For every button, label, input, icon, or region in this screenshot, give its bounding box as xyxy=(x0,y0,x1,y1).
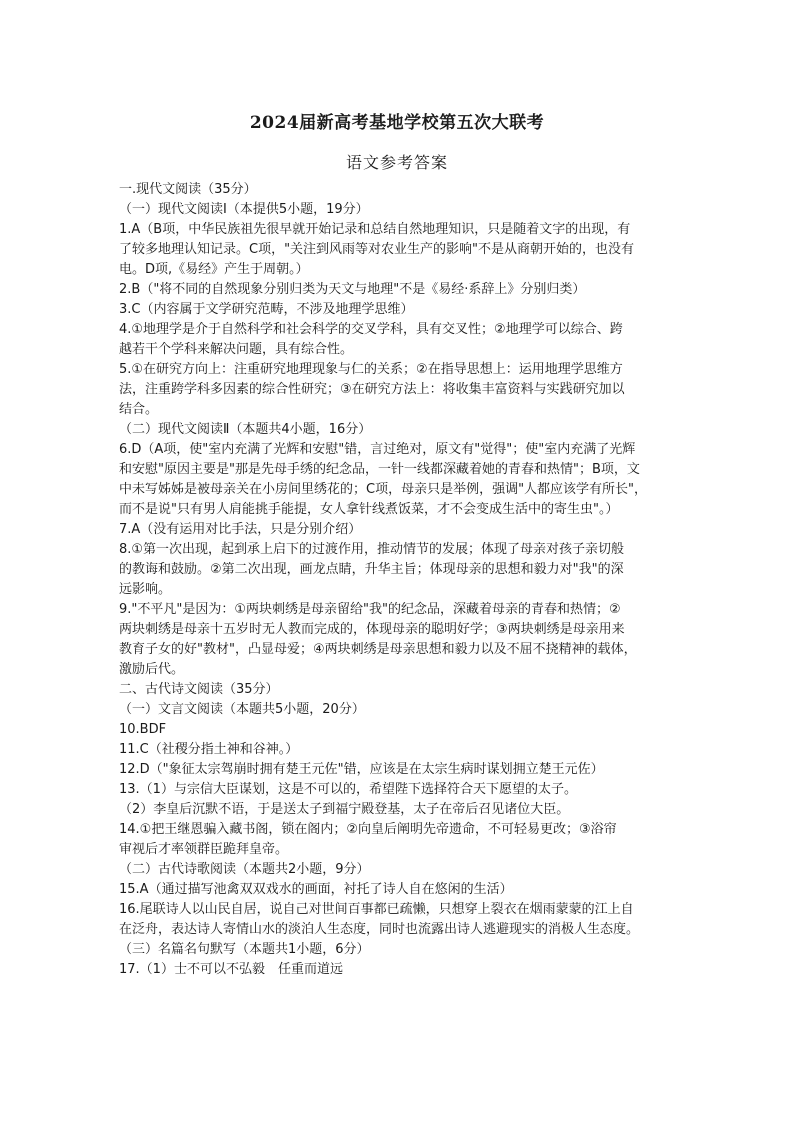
text-line: 13.（1）与宗信大臣谋划，这是不可以的，希望陛下选择符合天下愿望的太子。 xyxy=(119,782,577,797)
text-line: 远影响。 xyxy=(119,582,172,597)
text-line: 了较多地理认知记录。C项，"关注到风雨等对农业生产的影响"不是从商朝开始的，也没有 xyxy=(119,242,635,257)
text-line: 10.BDF xyxy=(119,722,167,737)
text-line: 1.A（B项，中华民族祖先很早就开始记录和总结自然地理知识，只是随着文字的出现，有 xyxy=(119,222,631,237)
answer-content xyxy=(119,180,683,980)
text-line: （2）李皇后沉默不语，于是送太子到福宁殿登基，太子在帝后召见诸位大臣。 xyxy=(119,802,570,817)
text-line: 16.尾联诗人以山民自居，说自己对世间百事都已疏懒，只想穿上裂衣在烟雨蒙蒙的江上自 xyxy=(119,902,634,917)
text-line: 两块刺绣是母亲十五岁时无人教而完成的，体现母亲的聪明好学；③两块刺绣是母亲用来 xyxy=(119,622,625,637)
text-line: 7.A（没有运用对比手法，只是分别介绍） xyxy=(119,522,362,537)
text-line: 6.D（A项，使"室内充满了光辉和安慰"错，言过绝对，原文有"觉得"；使"室内充满了光辉 xyxy=(119,442,636,457)
text-line: 审视后才率领群臣跪拜皇帝。 xyxy=(119,842,289,857)
text-line: 激励后代。 xyxy=(119,662,185,677)
text-line: （二）现代文阅读Ⅱ（本题共4小题，16分） xyxy=(119,422,372,437)
text-line: 中未写姊姊是被母亲关在小房间里绣花的；C项，母亲只是举例，强调"人都应该学有所长"， xyxy=(119,482,648,497)
text-line: 的教诲和鼓励。②第二次出现，画龙点睛，升华主旨；体现母亲的思想和毅力对"我"的深 xyxy=(119,562,624,577)
text-line: 结合。 xyxy=(119,402,159,417)
text-line: 2.B（"将不同的自然现象分别归类为天文与地理"不是《易经·系辞上》分别归类） xyxy=(119,282,586,297)
text-line: （三）名篇名句默写（本题共1小题，6分） xyxy=(119,942,370,957)
text-line: 电。D项,《易经》产生于周朝。） xyxy=(119,262,309,277)
document-title: 2024届新高考基地学校第五次大联考 xyxy=(249,113,545,133)
text-line: 11.C（社稷分指土神和谷神。） xyxy=(119,742,299,757)
text-line: （一）现代文阅读Ⅰ（本提供5小题，19分） xyxy=(119,202,369,217)
text-line: 在泛舟，表达诗人寄情山水的淡泊人生态度，同时也流露出诗人逃避现实的消极人生态度。 xyxy=(119,922,640,937)
text-line: 而不是说"只有男人肩能挑手能提，女人拿针线煮饭菜，才不会变成生活中的寄生虫"。） xyxy=(119,502,619,517)
text-line: 和安慰"原因主要是"那是先母手绣的纪念品，一针一线都深藏着她的青春和热情"；B项，文 xyxy=(119,462,640,477)
text-line: 法，注重跨学科多因素的综合性研究；③在研究方法上：将收集丰富资料与实践研究加以 xyxy=(119,382,625,397)
text-line: 8.①第一次出现，起到承上启下的过渡作用，推动情节的发展；体现了母亲对孩子亲切般 xyxy=(119,542,625,557)
text-line: 17.（1）士不可以不弘毅 任重而道远 xyxy=(119,962,343,977)
text-line: 3.C（内容属于文学研究范畴，不涉及地理学思维） xyxy=(119,302,414,317)
text-line: （二）古代诗歌阅读（本题共2小题，9分） xyxy=(119,862,370,877)
text-line: 9."不平凡"是因为：①两块刺绣是母亲留给"我"的纪念品，深藏着母亲的青春和热情；② xyxy=(119,602,621,617)
document-subtitle: 语文参考答案 xyxy=(345,153,448,172)
text-line: （一）文言文阅读（本题共5小题，20分） xyxy=(119,702,365,717)
text-line: 越若干个学科来解决问题，具有综合性。 xyxy=(119,342,354,357)
text-line: 15.A（通过描写池禽双双戏水的画面，衬托了诗人自在悠闲的生活） xyxy=(119,882,513,897)
text-line: 4.①地理学是介于自然科学和社会科学的交叉学科，具有交叉性；②地理学可以综合、跨 xyxy=(119,322,623,337)
text-line: 14.①把王继恩骗入藏书阁，锁在阁内；②向皇后阐明先帝遗命，不可轻易更改；③浴帘 xyxy=(119,822,617,837)
text-line: 5.①在研究方向上：注重研究地理现象与仁的关系；②在指导思想上：运用地理学思维方 xyxy=(119,362,623,377)
text-line: 一.现代文阅读（35分） xyxy=(119,182,257,197)
text-line: 12.D（"象征太宗驾崩时拥有楚王元佐"错，应该是在太宗生病时谋划拥立楚王元佐） xyxy=(119,762,604,777)
text-line: 教育子女的好"教材"，凸显母爱；④两块刺绣是母亲思想和毅力以及不屈不挠精神的载体， xyxy=(119,642,637,657)
text-line: 二、古代诗文阅读（35分） xyxy=(119,682,279,697)
